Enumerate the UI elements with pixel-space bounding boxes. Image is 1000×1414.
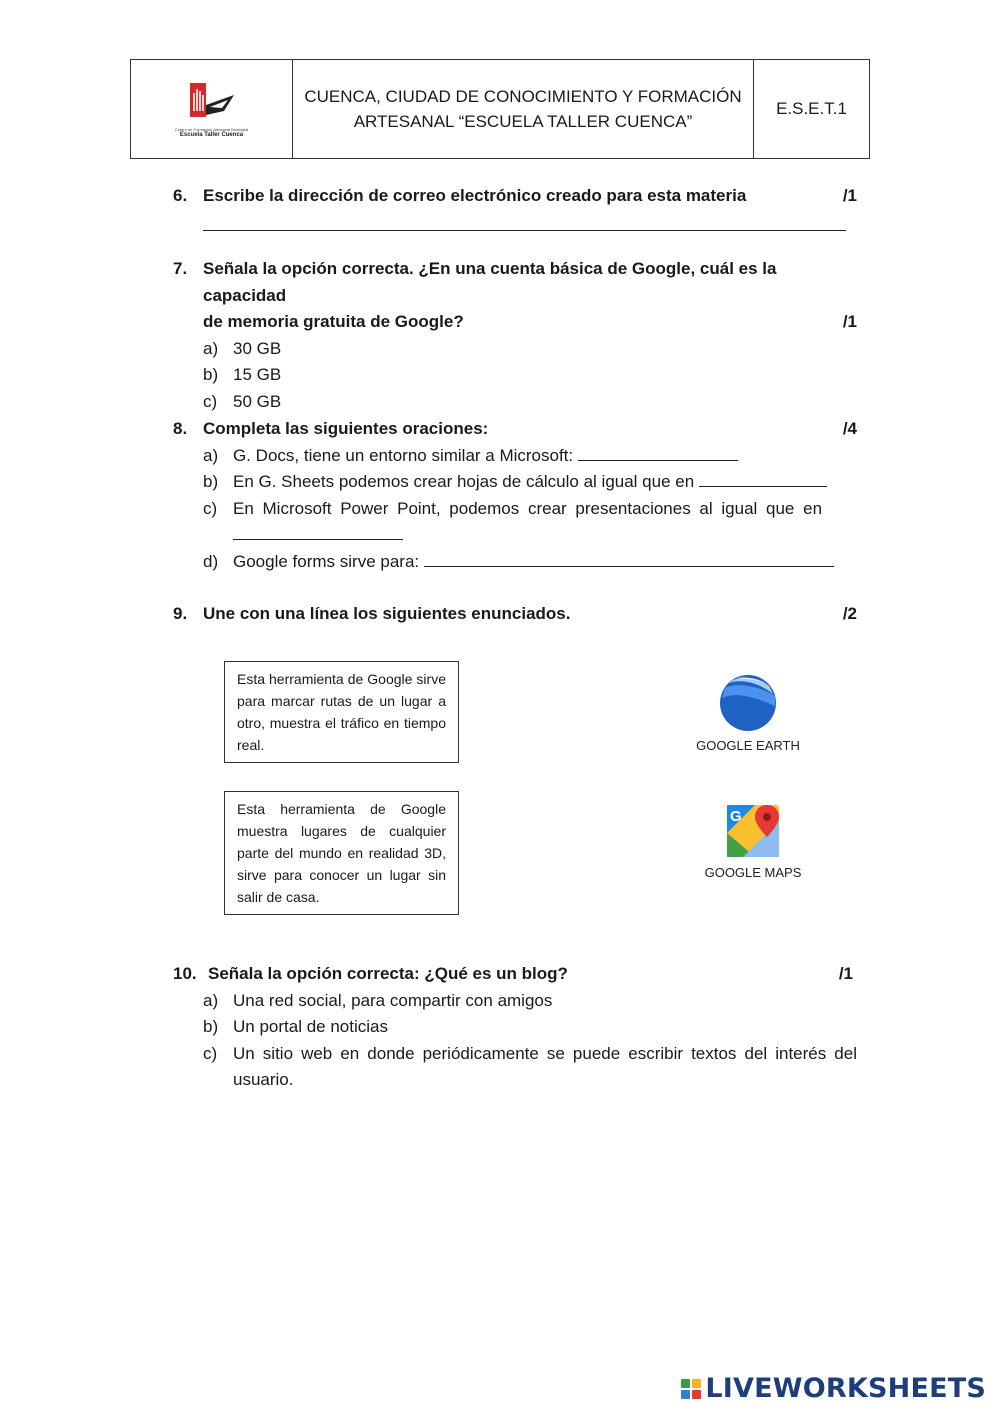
option-text: Una red social, para compartir con amigos: [233, 990, 553, 1010]
option-a[interactable]: [173, 988, 857, 1015]
option-letter: b): [203, 1017, 219, 1036]
option-letter: c): [203, 391, 218, 411]
liveworksheets-mark-icon: [681, 1379, 701, 1399]
question-number: 6.: [173, 186, 188, 205]
option-c[interactable]: [173, 1041, 857, 1094]
liveworksheets-logo: [681, 1373, 986, 1404]
sentence-d: [173, 549, 857, 576]
question-text: Completa las siguientes oraciones:: [203, 419, 489, 438]
question-number: 8.: [173, 419, 188, 438]
question-text: Escribe la dirección de correo electrónico creado para esta materia: [203, 186, 747, 205]
question-7: [173, 256, 857, 415]
statement-box-2[interactable]: Esta herramienta de Google muestra lugares de cualquier parte del mundo en realidad 3D, sirve para conocer un lugar sin salir de casa.: [224, 791, 459, 915]
question-score: /1: [842, 312, 857, 331]
sentence-text: En Microsoft Power Point, podemos crear presentaciones al igual que en: [233, 498, 823, 518]
sentence-c: [173, 496, 857, 549]
logo-name: Escuela Taller Cuenca: [179, 131, 244, 138]
svg-text:G: G: [730, 808, 742, 825]
answer-blank[interactable]: [578, 443, 738, 461]
statement-box-1[interactable]: Esta herramienta de Google sirve para marcar rutas de un lugar a otro, muestra el tráfico en tiempo real.: [224, 661, 459, 763]
question-number: 7.: [173, 259, 188, 278]
option-letter: d): [203, 551, 219, 571]
logo-subtitle: Centro de Formación Artesanal Municipal: [174, 126, 249, 132]
option-letter: b): [203, 472, 219, 491]
header-code: E.S.E.T.1: [776, 99, 847, 118]
option-c[interactable]: [173, 389, 857, 416]
option-a[interactable]: [173, 336, 857, 363]
question-score: /2: [842, 604, 857, 623]
liveworksheets-brand: LIVEWORKSHEETS: [705, 1373, 986, 1404]
header-title-line1: CUENCA, CIUDAD DE CONOCIMIENTO Y FORMACIÓN: [304, 87, 742, 106]
app-label: GOOGLE EARTH: [696, 738, 800, 753]
app-label: GOOGLE MAPS: [704, 865, 802, 880]
option-text: 15 GB: [233, 365, 282, 384]
question-number: 9.: [173, 604, 188, 623]
question-text: Señala la opción correcta: ¿Qué es un blog?: [208, 964, 568, 983]
question-number: 10.: [173, 964, 197, 983]
hand-logo-icon: [184, 81, 240, 125]
option-letter: a): [203, 445, 219, 465]
option-text: Un sitio web en donde periódicamente se puede escribir textos del interés del usuario.: [233, 1043, 857, 1089]
sentence-text: G. Docs, tiene un entorno similar a Microsoft:: [233, 445, 574, 465]
option-letter: c): [203, 1043, 218, 1063]
option-letter: a): [203, 990, 219, 1010]
option-b[interactable]: [173, 1014, 857, 1041]
option-letter: a): [203, 338, 219, 358]
question-9: [173, 601, 857, 628]
question-10: [173, 961, 857, 1094]
option-text: Un portal de noticias: [233, 1017, 388, 1036]
question-text-line1: Señala la opción correcta. ¿En una cuenta básica de Google, cuál es la capacidad: [203, 259, 777, 305]
question-text: Une con una línea los siguientes enunciados.: [203, 604, 571, 623]
sentence-b: [173, 469, 857, 496]
google-earth-icon: [719, 674, 777, 732]
sentence-a: [173, 443, 857, 470]
google-earth-item[interactable]: [688, 674, 808, 753]
option-letter: c): [203, 498, 218, 518]
answer-blank[interactable]: [699, 469, 827, 487]
answer-line[interactable]: [203, 230, 846, 231]
question-6: [173, 183, 857, 231]
option-text: 30 GB: [233, 338, 282, 358]
answer-blank[interactable]: [424, 549, 834, 567]
sentence-text: En G. Sheets podemos crear hojas de cálculo al igual que en: [233, 472, 695, 491]
option-b[interactable]: [173, 362, 857, 389]
google-maps-icon: [725, 803, 781, 859]
question-text-line2: de memoria gratuita de Google?: [203, 312, 464, 331]
header-title: [293, 60, 754, 158]
header-title-line2: ARTESANAL “ESCUELA TALLER CUENCA”: [353, 112, 693, 131]
question-score: /1: [842, 186, 857, 205]
school-logo: [131, 60, 293, 158]
answer-blank[interactable]: [233, 522, 403, 540]
option-letter: b): [203, 365, 219, 384]
option-text: 50 GB: [233, 391, 282, 411]
question-score: /1: [838, 964, 853, 983]
sentence-text: Google forms sirve para:: [233, 551, 420, 571]
question-8: [173, 416, 857, 575]
question-score: /4: [842, 419, 857, 438]
header-table: [130, 59, 870, 159]
google-maps-item[interactable]: [694, 803, 812, 880]
